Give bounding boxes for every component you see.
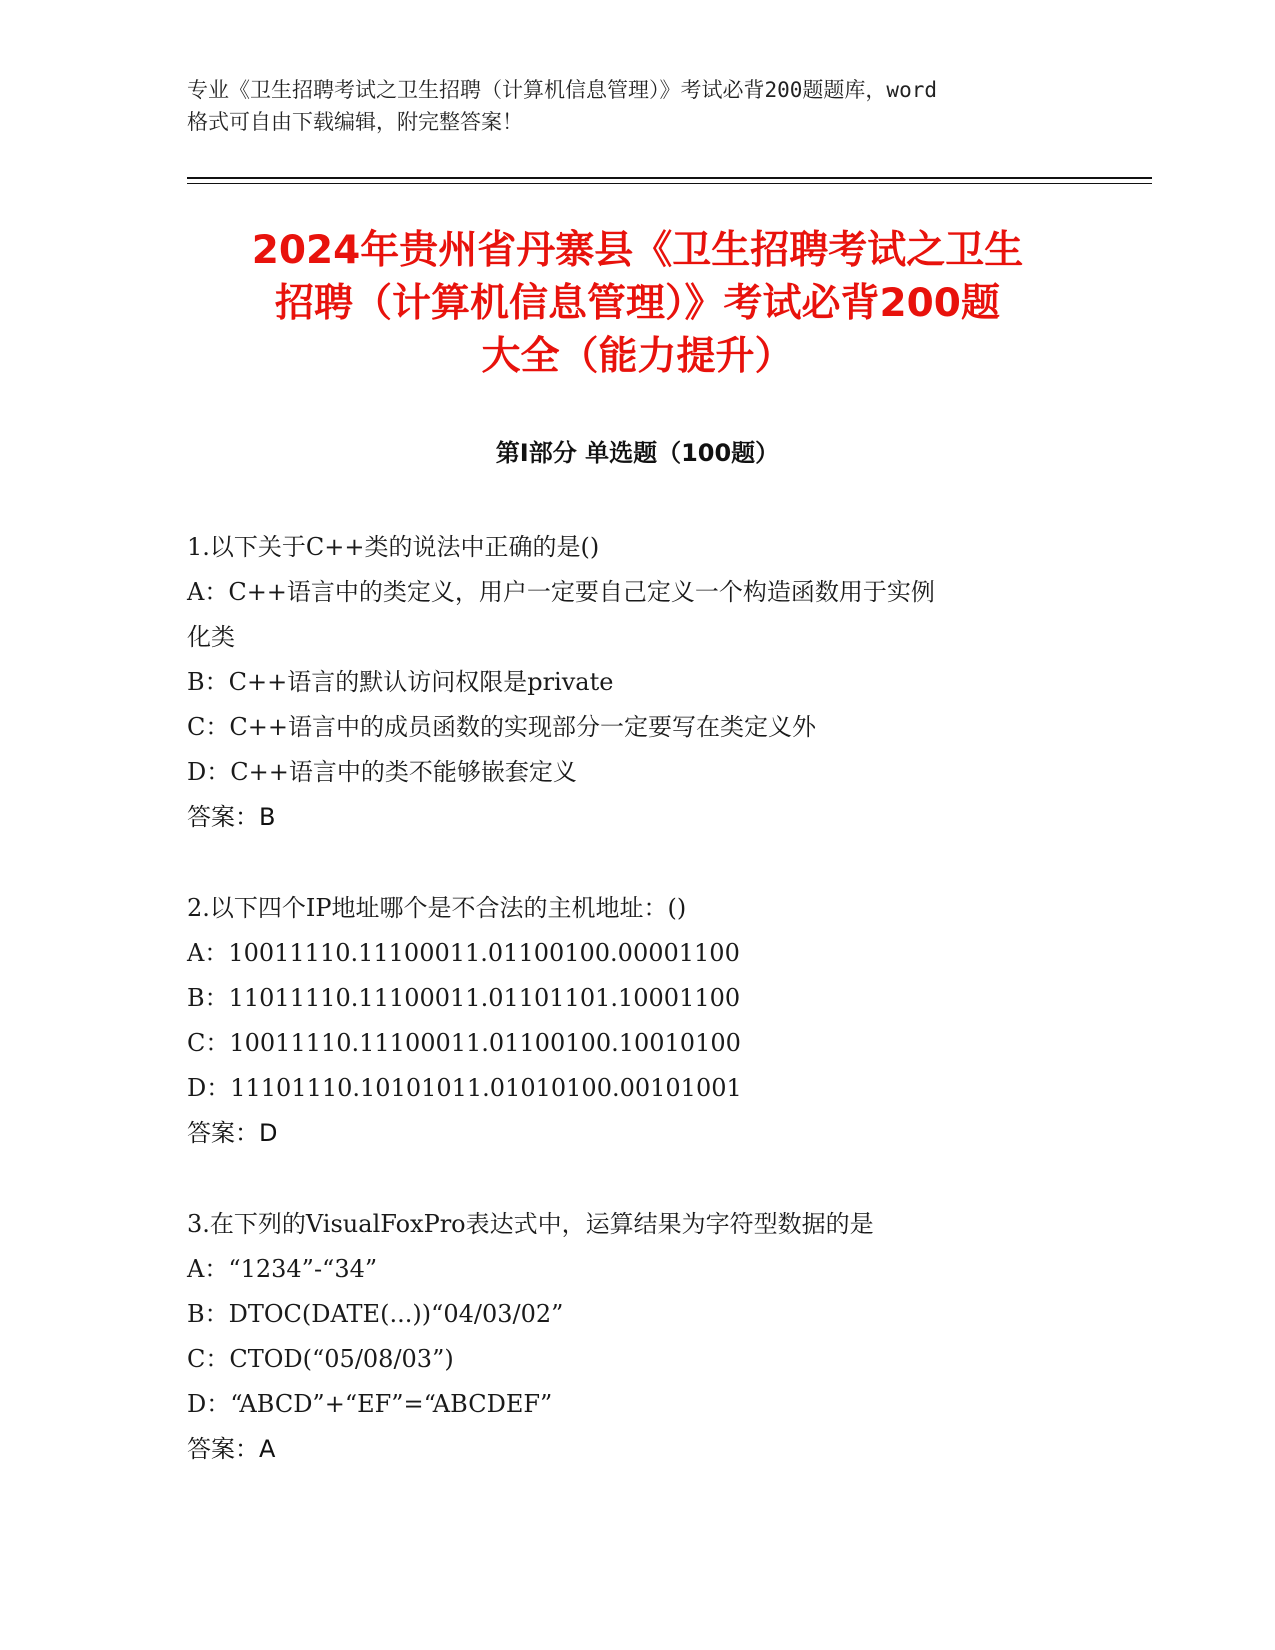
- document-title-line-1: 2024年贵州省丹寨县《卫生招聘考试之卫生: [251, 228, 1024, 273]
- option-line: D：11101110.10101011.01010100.00101001: [187, 1074, 742, 1102]
- option-line: D：C++语言中的类不能够嵌套定义: [187, 758, 577, 786]
- option-line: A：10011110.11100011.01100100.00001100: [187, 939, 740, 967]
- question-3: [187, 1202, 1067, 1472]
- answer-line: 答案：B: [187, 803, 276, 831]
- option-line: A：C++语言中的类定义，用户一定要自己定义一个构造函数用于实例: [187, 578, 935, 606]
- option-line: 化类: [187, 623, 235, 651]
- section-title: 第Ⅰ部分 单选题（100题）: [495, 439, 780, 467]
- header-note-line-1: 专业《卫生招聘考试之卫生招聘（计算机信息管理）》考试必背200题题库，word: [187, 78, 937, 102]
- question-1: [187, 525, 1067, 840]
- question-2: [187, 886, 1067, 1156]
- document-title: [150, 224, 1125, 383]
- answer-line: 答案：D: [187, 1119, 278, 1147]
- option-line: C：C++语言中的成员函数的实现部分一定要写在类定义外: [187, 713, 816, 741]
- option-line: B：C++语言的默认访问权限是private: [187, 668, 614, 696]
- answer-line: 答案：A: [187, 1435, 276, 1463]
- question-list: [187, 525, 1067, 1518]
- option-line: C：CTOD(“05/08/03”): [187, 1345, 454, 1373]
- option-line: B：11011110.11100011.01101101.10001100: [187, 984, 741, 1012]
- question-stem: 1.以下关于C++类的说法中正确的是(): [187, 533, 600, 561]
- header-note: [187, 74, 1087, 138]
- header-divider-thin: [187, 183, 1152, 184]
- document-title-line-3: 大全（能力提升）: [481, 334, 794, 379]
- question-stem: 2.以下四个IP地址哪个是不合法的主机地址：(): [187, 894, 687, 922]
- option-line: C：10011110.11100011.01100100.10010100: [187, 1029, 741, 1057]
- option-line: B：DTOC(DATE(...))“04/03/02”: [187, 1300, 564, 1328]
- question-stem: 3.在下列的VisualFoxPro表达式中，运算结果为字符型数据的是: [187, 1210, 874, 1238]
- option-line: A：“1234”-“34”: [187, 1255, 378, 1283]
- header-divider-thick: [187, 177, 1152, 179]
- header-note-line-2: 格式可自由下载编辑，附完整答案！: [187, 110, 523, 134]
- document-title-line-2: 招聘（计算机信息管理）》考试必背200题: [275, 281, 1000, 326]
- option-line: D：“ABCD”+“EF”=“ABCDEF”: [187, 1390, 553, 1418]
